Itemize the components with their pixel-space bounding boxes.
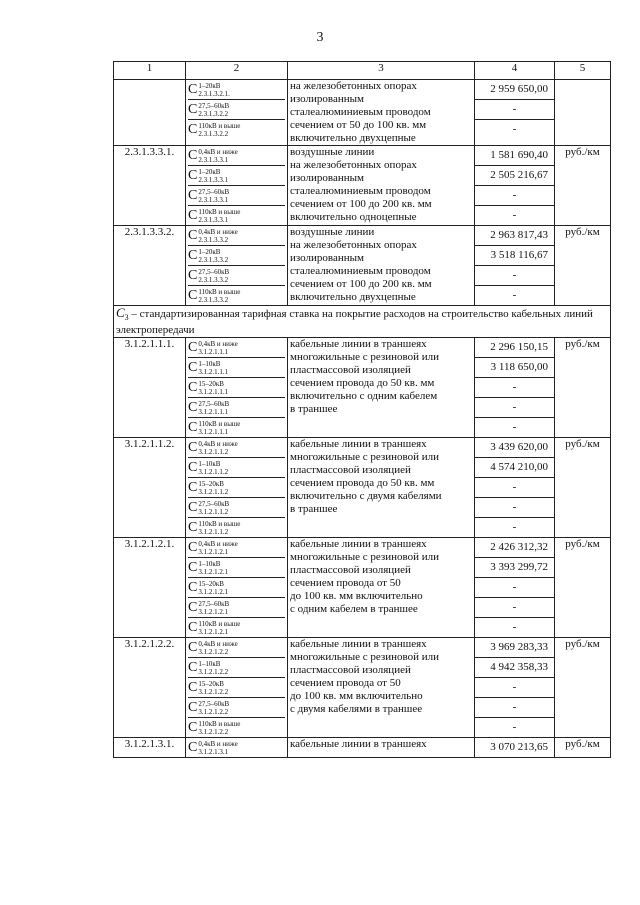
rate-values: [475, 226, 555, 306]
rate-values: [475, 80, 555, 146]
rate-value: 2 505 216,67: [475, 166, 554, 186]
description-line: с двумя кабелями в траншее: [290, 703, 423, 716]
tariff-row: [114, 438, 611, 538]
rate-code: [188, 266, 285, 286]
rate-code: [188, 458, 285, 478]
rate-indices: [198, 102, 229, 118]
rate-code: [188, 638, 285, 658]
description-line: пластмассовой изоляцией: [290, 664, 411, 677]
rate-value: 3 439 620,00: [475, 438, 554, 458]
rate-indices: [198, 168, 228, 184]
item-number: 3.1.2.1.1.1.: [114, 338, 186, 438]
section-symbol: C: [116, 305, 125, 320]
description-line: сечением от 50 до 100 кв. мм: [290, 119, 427, 131]
rate-code: [188, 226, 285, 246]
rate-symbol: C: [188, 248, 198, 263]
description-line: сечением провода от 50: [290, 677, 401, 690]
description-line: сечением провода от 50: [290, 577, 401, 590]
rate-codes: [186, 146, 288, 226]
rate-indices: [198, 340, 237, 356]
rate-value: -: [475, 100, 554, 120]
rate-indices: [198, 620, 240, 636]
unit: [555, 80, 611, 146]
unit: руб./км: [555, 538, 611, 638]
rate-value: -: [475, 598, 554, 618]
rate-symbol: C: [188, 440, 198, 456]
rate-code: [188, 120, 285, 139]
rate-symbol: C: [188, 700, 198, 716]
rate-index: 3.1.2.1.1.1: [198, 347, 229, 356]
rate-voltage: 110кВ и выше: [198, 719, 241, 728]
rate-index: 3.1.2.1.1.2: [198, 487, 229, 496]
rate-index: 3.1.2.1.2.2: [198, 727, 229, 736]
description-line: кабельные линии в траншеях: [290, 438, 427, 451]
rate-indices: [198, 248, 228, 264]
column-header: 1: [114, 62, 186, 80]
rate-value: 4 942 358,33: [475, 658, 554, 678]
description-line: сечением провода до 50 кв. мм: [290, 377, 435, 390]
rate-codes: [186, 338, 288, 438]
rate-symbol: C: [188, 122, 198, 137]
description-line: многожильные с резиновой или: [290, 551, 439, 564]
rate-symbol: C: [188, 188, 198, 203]
rate-voltage: 110кВ и выше: [198, 619, 241, 628]
item-description: [288, 538, 475, 638]
rate-voltage: 0,4кВ и ниже: [198, 339, 238, 348]
rate-value: -: [475, 578, 554, 598]
description-line: включительно двухцепные: [290, 291, 416, 303]
rate-value: 4 574 210,00: [475, 458, 554, 478]
description-line: сталеалюминиевым проводом: [290, 185, 431, 197]
rate-code: [188, 598, 285, 618]
rate-values: [475, 338, 555, 438]
rate-symbol: C: [188, 148, 198, 163]
rate-voltage: 0,4кВ и ниже: [198, 147, 238, 156]
rate-voltage: 15–20кВ: [198, 679, 224, 688]
rate-symbol: C: [188, 102, 198, 117]
rate-indices: [198, 560, 228, 576]
description-line: с одним кабелем в траншее: [290, 603, 418, 616]
rate-symbol: C: [188, 560, 198, 576]
description-line: включительно одноцепные: [290, 211, 417, 223]
column-header: 2: [186, 62, 288, 80]
rate-voltage: 0,4кВ и ниже: [198, 539, 238, 548]
description-line: многожильные с резиновой или: [290, 651, 439, 664]
rate-code: [188, 698, 285, 718]
rate-code: [188, 678, 285, 698]
rate-symbol: C: [188, 720, 198, 736]
rate-voltage: 0,4кВ и ниже: [198, 739, 238, 748]
rate-voltage: 110кВ и выше: [198, 287, 241, 296]
description-line: изолированным: [290, 252, 364, 264]
rate-index: 3.1.2.1.2.2: [198, 687, 229, 696]
rate-indices: [198, 520, 240, 536]
rate-value: -: [512, 123, 517, 135]
rate-value: 3 518 116,67: [475, 246, 554, 266]
rate-value: -: [475, 498, 554, 518]
description-line: сталеалюминиевым проводом: [290, 265, 431, 277]
rate-indices: [198, 500, 229, 516]
page-number: 3: [316, 30, 324, 45]
rate-symbol: C: [188, 228, 198, 243]
rate-symbol: C: [188, 660, 198, 676]
header-row: [114, 62, 611, 80]
rate-code: [188, 578, 285, 598]
rate-voltage: 1–20кВ: [198, 167, 221, 176]
rate-indices: [198, 660, 228, 676]
rate-value: -: [512, 621, 517, 634]
rate-code: [188, 438, 285, 458]
tariff-row: [114, 738, 611, 758]
item-number: 3.1.2.1.2.1.: [114, 538, 186, 638]
rate-symbol: C: [188, 620, 198, 636]
rate-value: 3 070 213,65: [490, 741, 548, 754]
rate-symbol: C: [188, 460, 198, 476]
rate-value: 3 969 283,33: [475, 638, 554, 658]
description-line: сечением от 100 до 200 кв. мм: [290, 278, 432, 290]
rate-value: -: [475, 398, 554, 418]
rate-index: 2.3.1.3.3.1: [198, 175, 229, 184]
rate-index: 2.3.1.3.2.1.: [198, 89, 230, 98]
unit: руб./км: [555, 338, 611, 438]
rate-index: 2.3.1.3.2.2: [198, 129, 229, 138]
item-description: [288, 338, 475, 438]
rate-value: 2 963 817,43: [475, 226, 554, 246]
rate-voltage: 15–20кВ: [198, 379, 224, 388]
description-line: воздушные линии: [290, 226, 375, 238]
description-line: в траншее: [290, 503, 338, 516]
rate-index: 3.1.2.1.1.1: [198, 367, 229, 376]
item-number: 2.3.1.3.3.2.: [114, 226, 186, 306]
column-header: 5: [555, 62, 611, 80]
rate-code: [188, 398, 285, 418]
rate-voltage: 27,5–60кВ: [198, 187, 230, 196]
rate-symbol: C: [188, 520, 198, 536]
rate-voltage: 27,5–60кВ: [198, 699, 230, 708]
rate-index: 2.3.1.3.3.2: [198, 255, 229, 264]
item-number: 3.1.2.1.3.1.: [114, 738, 186, 758]
rate-indices: [198, 380, 228, 396]
item-description: [288, 738, 475, 758]
rate-symbol: C: [188, 208, 198, 223]
description-line: на железобетонных опорах: [290, 80, 417, 92]
rate-symbol: C: [188, 420, 198, 436]
rate-indices: [198, 460, 228, 476]
rate-codes: [186, 226, 288, 306]
tariff-row: [114, 146, 611, 226]
tariff-row: [114, 638, 611, 738]
description-line: включительно двухцепные: [290, 132, 416, 144]
rate-symbol: C: [188, 600, 198, 616]
rate-symbol: C: [188, 82, 198, 97]
rate-codes: [186, 438, 288, 538]
rate-value: -: [512, 721, 517, 734]
tariff-row: [114, 538, 611, 638]
rate-value: -: [475, 478, 554, 498]
rate-voltage: 27,5–60кВ: [198, 267, 230, 276]
rate-code: [188, 338, 285, 358]
rate-code: [188, 538, 285, 558]
rate-indices: [198, 640, 237, 656]
unit: руб./км: [555, 738, 611, 758]
rate-index: 2.3.1.3.2.2: [198, 109, 229, 118]
description-line: до 100 кв. мм включительно: [290, 690, 423, 703]
rate-value: 1 581 690,40: [475, 146, 554, 166]
rate-indices: [198, 400, 229, 416]
description-line: на железобетонных опорах: [290, 239, 417, 251]
item-number: 3.1.2.1.1.2.: [114, 438, 186, 538]
rate-symbol: C: [188, 168, 198, 183]
rate-code: [188, 558, 285, 578]
rate-symbol: C: [188, 580, 198, 596]
rate-code: [188, 498, 285, 518]
description-line: в траншее: [290, 403, 338, 416]
rate-indices: [198, 360, 228, 376]
description-line: включительно с двумя кабелями: [290, 490, 442, 503]
unit: руб./км: [555, 638, 611, 738]
rate-value: -: [512, 289, 517, 301]
item-number: 3.1.2.1.2.2.: [114, 638, 186, 738]
rate-symbol: C: [188, 740, 198, 756]
rate-index: 2.3.1.3.3.1: [198, 195, 229, 204]
rate-index: 3.1.2.1.1.2: [198, 447, 229, 456]
description-line: сечением провода до 50 кв. мм: [290, 477, 435, 490]
section-title: [114, 306, 611, 338]
rate-index: 3.1.2.1.2.1: [198, 567, 229, 576]
rate-voltage: 110кВ и выше: [198, 207, 241, 216]
rate-code: [188, 166, 285, 186]
rate-voltage: 1–10кВ: [198, 359, 221, 368]
rate-symbol: C: [188, 480, 198, 496]
column-header: 3: [288, 62, 475, 80]
rate-value: -: [512, 421, 517, 434]
rate-voltage: 0,4кВ и ниже: [198, 639, 238, 648]
description-line: многожильные с резиновой или: [290, 451, 439, 464]
description-line: до 100 кв. мм включительно: [290, 590, 423, 603]
rate-index: 2.3.1.3.3.2: [198, 295, 229, 304]
rate-symbol: C: [188, 340, 198, 356]
tariff-row: [114, 338, 611, 438]
description-line: на железобетонных опорах: [290, 159, 417, 171]
rate-code: [188, 80, 285, 100]
rate-value: 2 959 650,00: [475, 80, 554, 100]
rate-code: [188, 618, 285, 637]
rate-index: 3.1.2.1.1.1: [198, 427, 229, 436]
rate-voltage: 1–10кВ: [198, 659, 221, 668]
rate-values: [475, 538, 555, 638]
rate-code: [188, 738, 285, 757]
rate-indices: [198, 700, 229, 716]
item-description: [288, 226, 475, 306]
rate-indices: [198, 188, 229, 204]
section-text: – стандартизированная тарифная ставка на покрытие расходов на строительство кабельных линий электропередачи: [116, 308, 593, 337]
rate-symbol: C: [188, 380, 198, 396]
tariff-table: [113, 61, 611, 758]
rate-value: -: [475, 678, 554, 698]
rate-voltage: 27,5–60кВ: [198, 599, 230, 608]
rate-value: 3 118 650,00: [475, 358, 554, 378]
rate-code: [188, 146, 285, 166]
rate-code: [188, 100, 285, 120]
description-line: кабельные линии в траншеях: [290, 638, 427, 651]
rate-indices: [198, 580, 228, 596]
rate-index: 3.1.2.1.2.1: [198, 547, 229, 556]
description-line: включительно с одним кабелем: [290, 390, 438, 403]
rate-index: 2.3.1.3.3.2: [198, 275, 229, 284]
unit: руб./км: [555, 438, 611, 538]
rate-voltage: 27,5–60кВ: [198, 499, 230, 508]
rate-index: 3.1.2.1.1.2: [198, 507, 229, 516]
rate-code: [188, 358, 285, 378]
rate-value: 3 393 299,72: [475, 558, 554, 578]
rate-voltage: 110кВ и выше: [198, 121, 241, 130]
description-line: многожильные с резиновой или: [290, 351, 439, 364]
rate-voltage: 0,4кВ и ниже: [198, 439, 238, 448]
rate-indices: [198, 480, 228, 496]
rate-symbol: C: [188, 288, 198, 303]
rate-code: [188, 286, 285, 305]
item-description: [288, 638, 475, 738]
rate-index: 3.1.2.1.2.1: [198, 607, 229, 616]
description-line: изолированным: [290, 93, 364, 105]
rate-index: 3.1.2.1.2.2: [198, 667, 229, 676]
description-line: кабельные линии в траншеях: [290, 738, 427, 751]
item-description: [288, 438, 475, 538]
rate-voltage: 15–20кВ: [198, 579, 224, 588]
rate-code: [188, 206, 285, 225]
item-description: [288, 80, 475, 146]
description-line: сталеалюминиевым проводом: [290, 106, 431, 118]
rate-indices: [198, 420, 240, 436]
rate-value: -: [475, 266, 554, 286]
tariff-row: [114, 80, 611, 146]
rate-indices: [198, 740, 237, 756]
description-line: воздушные линии: [290, 146, 375, 158]
rate-index: 2.3.1.3.3.1: [198, 215, 229, 224]
rate-value: -: [512, 209, 517, 221]
rate-symbol: C: [188, 268, 198, 283]
description-line: кабельные линии в траншеях: [290, 338, 427, 351]
unit: руб./км: [555, 146, 611, 226]
rate-indices: [198, 268, 229, 284]
rate-index: 3.1.2.1.2.2: [198, 647, 229, 656]
rate-indices: [198, 720, 240, 736]
description-line: пластмассовой изоляцией: [290, 564, 411, 577]
description-line: кабельные линии в траншеях: [290, 538, 427, 551]
rate-value: 2 426 312,32: [475, 538, 554, 558]
rate-values: [475, 438, 555, 538]
description-line: сечением от 100 до 200 кв. мм: [290, 198, 432, 210]
rate-codes: [186, 538, 288, 638]
rate-index: 3.1.2.1.1.2: [198, 467, 229, 476]
rate-index: 3.1.2.1.3.1: [198, 747, 229, 756]
column-header: 4: [475, 62, 555, 80]
rate-voltage: 1–20кВ: [198, 247, 221, 256]
section-symbol-index: 3: [124, 313, 129, 323]
rate-indices: [198, 82, 230, 98]
item-number: [114, 80, 186, 146]
section-row: [114, 306, 611, 338]
rate-symbol: C: [188, 540, 198, 556]
rate-value: -: [475, 186, 554, 206]
rate-symbol: C: [188, 640, 198, 656]
rate-symbol: C: [188, 500, 198, 516]
rate-indices: [198, 680, 228, 696]
rate-index: 3.1.2.1.2.1: [198, 587, 229, 596]
rate-code: [188, 478, 285, 498]
rate-code: [188, 378, 285, 398]
rate-voltage: 0,4кВ и ниже: [198, 227, 238, 236]
rate-indices: [198, 440, 237, 456]
rate-code: [188, 658, 285, 678]
description-line: изолированным: [290, 172, 364, 184]
rate-voltage: 1–20кВ: [198, 81, 221, 90]
rate-indices: [198, 228, 237, 244]
item-description: [288, 146, 475, 226]
rate-index: 3.1.2.1.1.1: [198, 407, 229, 416]
rate-voltage: 27,5–60кВ: [198, 101, 230, 110]
rate-value: -: [512, 521, 517, 534]
rate-value: -: [475, 698, 554, 718]
rate-values: [475, 146, 555, 226]
rate-indices: [198, 122, 240, 138]
rate-index: 2.3.1.3.3.1: [198, 155, 229, 164]
rate-voltage: 110кВ и выше: [198, 519, 241, 528]
rate-codes: [186, 80, 288, 146]
rate-code: [188, 718, 285, 737]
rate-voltage: 1–10кВ: [198, 559, 221, 568]
rate-value: 2 296 150,15: [475, 338, 554, 358]
rate-indices: [198, 148, 237, 164]
rate-index: 3.1.2.1.2.2: [198, 707, 229, 716]
rate-code: [188, 186, 285, 206]
rate-symbol: C: [188, 360, 198, 376]
rate-symbol: C: [188, 400, 198, 416]
rate-codes: [186, 738, 288, 758]
rate-code: [188, 518, 285, 537]
rate-values: [475, 638, 555, 738]
rate-value: -: [475, 378, 554, 398]
rate-codes: [186, 638, 288, 738]
rate-symbol: C: [188, 680, 198, 696]
tariff-row: [114, 226, 611, 306]
rate-voltage: 1–10кВ: [198, 459, 221, 468]
rate-voltage: 15–20кВ: [198, 479, 224, 488]
rate-indices: [198, 600, 229, 616]
rate-index: 3.1.2.1.2.1: [198, 627, 229, 636]
rate-code: [188, 418, 285, 437]
rate-index: 3.1.2.1.1.2: [198, 527, 229, 536]
rate-index: 3.1.2.1.1.1: [198, 387, 229, 396]
rate-values: [475, 738, 555, 758]
rate-code: [188, 246, 285, 266]
rate-indices: [198, 208, 240, 224]
rate-voltage: 27,5–60кВ: [198, 399, 230, 408]
rate-indices: [198, 288, 240, 304]
description-line: пластмассовой изоляцией: [290, 464, 411, 477]
rate-indices: [198, 540, 237, 556]
item-number: 2.3.1.3.3.1.: [114, 146, 186, 226]
rate-voltage: 110кВ и выше: [198, 419, 241, 428]
description-line: пластмассовой изоляцией: [290, 364, 411, 377]
rate-index: 2.3.1.3.3.2: [198, 235, 229, 244]
unit: руб./км: [555, 226, 611, 306]
